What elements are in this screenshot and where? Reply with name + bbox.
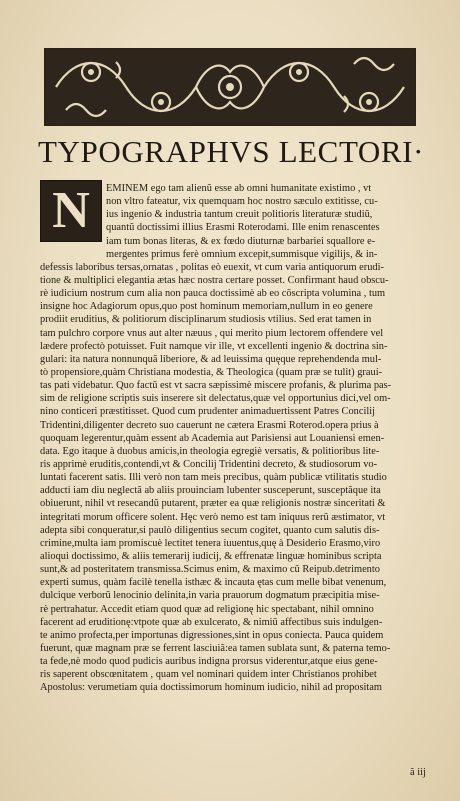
floral-ornament-icon bbox=[46, 50, 414, 124]
text-line: iam tum bonas literas, & ex fœdo diuturnæ barbariei squallore e- bbox=[106, 235, 376, 247]
text-line: tam pulchro corpore vnus aut alter næuus , qui merito pium lectorem offendere vel bbox=[40, 327, 384, 339]
text-line: tò propensiore,quàm Christiana modestia, & Theologica (quam præ se tulit) grauí- bbox=[40, 366, 383, 378]
text-line: quoquam legerentur,quàm essent ab Academia aut Parisiensi aut Louaniensi emen- bbox=[40, 432, 385, 444]
text-line: quantũ doctissimi illius Erasmi Roterodami. Ille enim renascentes bbox=[106, 222, 380, 234]
text-line: ius ingenio & industria tantum creuit politioris literaturæ studiũ, bbox=[106, 209, 373, 221]
text-line: alioqui doctissimo, & aliis temerarij iudicij, & effrenatæ linguæ hominibus scripta bbox=[40, 550, 382, 562]
text-line: rè pertrahatur. Accedit etiam quod quæ ad religionę hic spectabant, nihil omnino bbox=[40, 603, 374, 615]
text-line: Tridentini,diligenter decreto suo cauerunt ne cætera Erasmi Roterod.opera prius à bbox=[40, 419, 379, 431]
text-line: tione & multiplici elegantia ætas hæc nostra certare posset. Confirmant haud obscu- bbox=[40, 274, 389, 286]
text-line: obiuerunt, nihil vt resecandũ putarent, præter ea quæ religionis nostræ sinceritati & bbox=[40, 498, 386, 510]
text-line: nino conticeri præstitisset. Quod cum prudenter animaduertissent Patres Concilij bbox=[40, 406, 376, 418]
text-line: sim de religione scriptis suis inserere sit delectatus,quæ vel opportunius dici,vel om- bbox=[40, 393, 391, 405]
text-line: dulcique verborũ lenocinio delinita,in varia prauorum dogmatum præcipitia mise- bbox=[40, 590, 380, 602]
body-text bbox=[40, 182, 430, 708]
text-line: sunt,& ad posteritatem transmissa.Scimus enim, & maximo cũ Reipub.detrimento bbox=[40, 564, 380, 576]
text-line: ris saperent obscœnitatem , quam vel nominari quidem inter Christianos prohibet bbox=[40, 669, 377, 681]
text-line bbox=[40, 694, 430, 707]
text-line: lædere profectò potuisset. Fuit namque vir ille, vt excellenti ingenio & doctrina sin- bbox=[40, 340, 388, 352]
text-line: facerent ad eruditionę:vtpote quæ ab exulcerato, & nimiũ affectibus suis indulgen- bbox=[40, 616, 383, 628]
page-heading: TYPOGRAPHVS LECTORI· bbox=[38, 134, 425, 169]
text-line: adducti iam diu neglectã ab aliis prouinciam lubenter susceperunt, susceptãque ita bbox=[40, 485, 381, 497]
text-line: ta fede,nè modo quod pudicis auribus indigna prorsus viderentur,atque eius gene- bbox=[40, 656, 378, 668]
text-line: mergentes primus ferè omnium excepit,summisque vigilijs, & in- bbox=[106, 248, 378, 260]
text-line: adepta sibi conqueratur,si paulò diligentius secum cogitet, quanto cum salutis dis- bbox=[40, 524, 380, 536]
text-line: ris apprimè eruditis,contendi,vt & Concilij Tridentini decreto, & studiosorum vo- bbox=[40, 458, 378, 470]
text-line: integritati morum officere solent. Hęc verò nemo est tam iniquus rerũ æstimator, vt bbox=[40, 511, 386, 523]
signature-mark: ã iij bbox=[410, 767, 426, 778]
text-line: tas pati videbatur. Quo factũ est vt sacra sæpissimè miscere profanis, & plurima pas- bbox=[40, 380, 392, 392]
text-line: insigne hoc Adagiorum opus,quo post hominum memoriam,nullum in eo genere bbox=[40, 301, 373, 313]
text-line: EMINEM ego tam alienũ esse ab omni humanitate existimo , vt bbox=[106, 183, 372, 194]
drop-cap-letter: N bbox=[52, 182, 90, 239]
text-line: rè iudicium nostrum cum alia non pauca doctissimè ab eo cõscripta volumina , tum bbox=[40, 288, 386, 300]
text-line: non vltro fateatur, vix quemquam hoc nostro sæculo extitisse, cu- bbox=[106, 196, 378, 208]
text-line: prodiit eruditius, & politiorum disciplinarum studiosis vtilius. Sed erat tamen in bbox=[40, 314, 372, 326]
text-line: Apostolus: verumetiam quia doctissimorum hominum iudicio, nihil ad propositam bbox=[40, 682, 382, 694]
decorative-headpiece bbox=[44, 48, 416, 126]
text-line: fuerunt, quæ magnam præ se ferrent lasciuiã:ea tamen sublata sunt, & paterna temo- bbox=[40, 642, 391, 654]
text-line: data. Ego itaque à duobus amicis,in theologia egregiè versatis, & politioribus lite- bbox=[40, 445, 380, 457]
text-line: gulari: ita natura nonnunquã liberiore, & ad leuissima quęque reprehendenda mul- bbox=[40, 353, 382, 365]
text-line: experti sumus, quàm facilè tenella isthæc & incauta ętas cum melle bibat venenum, bbox=[40, 577, 387, 589]
text-line: crimine,multa iam promiscuè lectitet tenera iuuentus,quę à Desiderio Erasmo,viro bbox=[40, 537, 381, 549]
text-line: te animo profecta,per importunas digressiones,sint in opus coniecta. Pauca quidem bbox=[40, 629, 384, 641]
text-line: luntati facerent satis. Illi verò non tam meis precibus, quàm publicæ vtilitatis studio bbox=[40, 472, 387, 484]
text-line: defessis laboribus tersas,ornatas , politas eò euexit, vt cum varia antiquorum erudi- bbox=[40, 261, 384, 273]
